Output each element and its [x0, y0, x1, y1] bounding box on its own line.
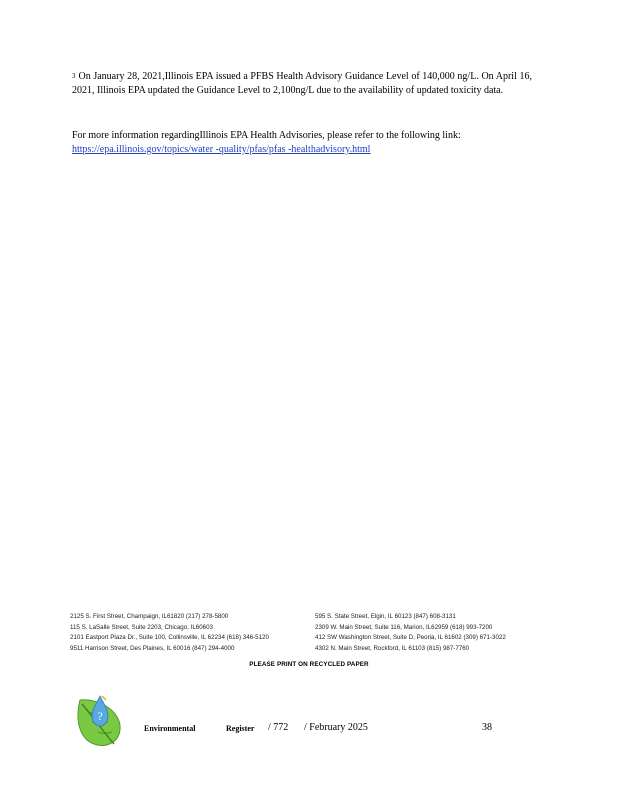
footnote: [72, 70, 532, 98]
address-left: 2101 Eastport Plaza Dr., Suite 100, Collinsville, IL 62234 (618) 346-5120: [70, 634, 269, 641]
address-left: 115 S. LaSalle Street, Suite 2203, Chicago, IL60603: [70, 623, 213, 631]
address-row: [70, 623, 540, 634]
register-footer: [144, 722, 504, 738]
more-info-text: For more information regardingIllinois EPA Health Advisories, please refer to the following link:: [72, 130, 461, 141]
svg-text:?: ?: [97, 709, 103, 723]
footnote-number: 3: [72, 72, 76, 80]
address-row: [70, 644, 540, 655]
footer-date: / February 2025: [304, 722, 368, 733]
address-row: [70, 633, 540, 644]
more-info-paragraph: [72, 129, 542, 157]
address-right: 595 S. State Street, Elgin, IL 60123 (847) 608-3131: [315, 613, 456, 620]
address-right: 412 SW Washington Street, Suite D, Peoria, IL 61602 (309) 671-3022: [315, 634, 506, 641]
footnote-text: On January 28, 2021,Illinois EPA issued a PFBS Health Advisory Guidance Level of 140,000 ng/L. On April 16, 2021, Illinois EPA updated the Guidance Level to 2,100ng/L due to the availability of updated toxicity data.: [72, 71, 532, 96]
footer-page-number: 38: [482, 722, 492, 733]
health-advisory-link[interactable]: https://epa.illinois.gov/topics/water -quality/pfas/pfas -healthadvisory.html: [72, 144, 371, 155]
address-right: 2309 W. Main Street, Suite 116, Marion, IL62959 (618) 993-7200: [315, 623, 493, 631]
footer-environmental: Environmental: [144, 724, 196, 733]
address-row: [70, 612, 540, 623]
address-right: 4302 N. Main Street, Rockford, IL 61103 (815) 987-7760: [315, 644, 470, 652]
recycled-paper-notice: PLEASE PRINT ON RECYCLED PAPER: [249, 661, 369, 668]
address-left: 2125 S. First Street, Champaign, IL61820 (217) 278-5800: [70, 613, 229, 620]
footer-issue: / 772: [268, 722, 289, 733]
environmental-register-logo-icon: [70, 694, 126, 750]
footer-register: Register: [226, 724, 255, 733]
office-addresses: [70, 612, 540, 654]
address-left: 9511 Harrison Street, Des Plaines, IL 60016 (847) 294-4000: [70, 644, 235, 652]
